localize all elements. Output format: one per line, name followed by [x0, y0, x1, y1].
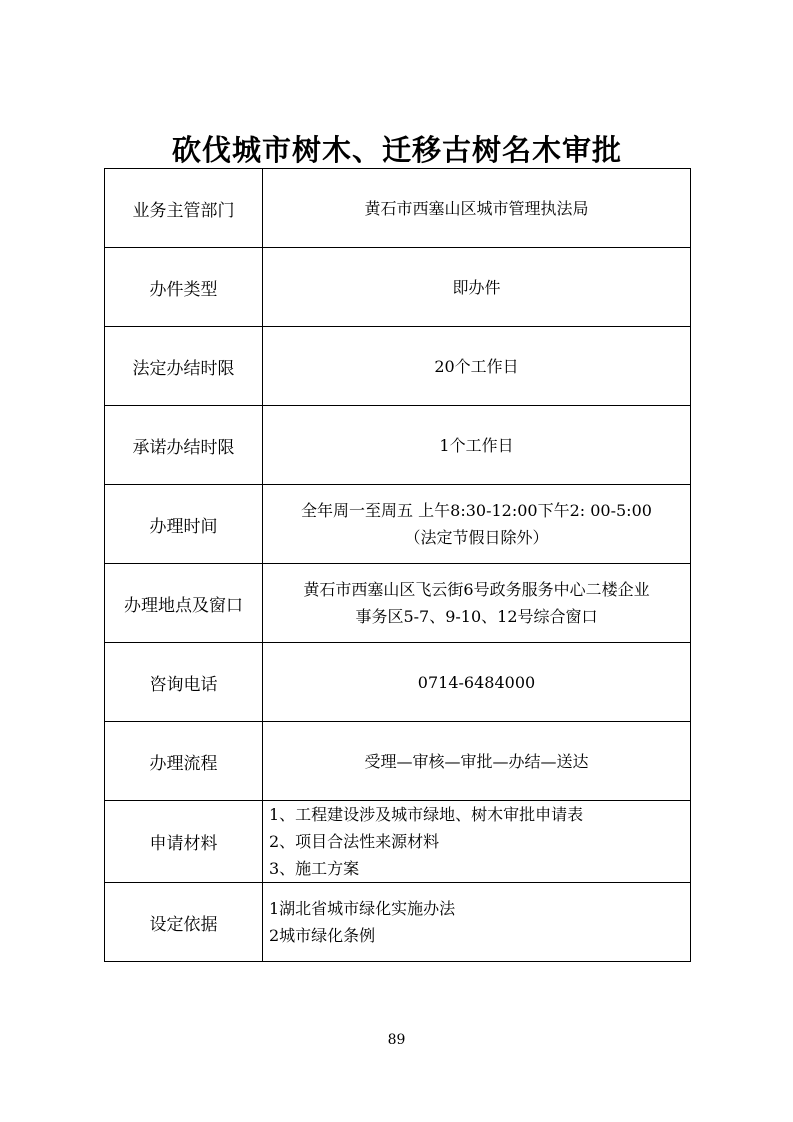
row-label: 办理地点及窗口 — [105, 564, 263, 643]
value-line: （法定节假日除外） — [404, 528, 549, 547]
value-line: 2城市绿化条例 — [269, 926, 376, 945]
table-row — [105, 327, 691, 406]
value-line: 1个工作日 — [439, 435, 514, 455]
document-title: 砍伐城市树木、迁移古树名木审批 — [171, 133, 622, 167]
row-value — [263, 485, 691, 564]
table-row — [105, 883, 691, 962]
value-line: 1湖北省城市绿化实施办法 — [269, 899, 456, 918]
row-label: 办理时间 — [105, 485, 263, 564]
row-label: 法定办结时限 — [105, 327, 263, 406]
row-value — [263, 564, 691, 643]
table-row — [105, 485, 691, 564]
row-label: 办理流程 — [105, 722, 263, 801]
value-line: 20个工作日 — [434, 356, 519, 376]
table-row — [105, 169, 691, 248]
value-line: 黄石市西塞山区飞云街6号政务服务中心二楼企业 — [303, 580, 650, 599]
row-value — [263, 327, 691, 406]
row-value — [263, 406, 691, 485]
row-value — [263, 643, 691, 722]
table-row — [105, 406, 691, 485]
table-row — [105, 248, 691, 327]
value-line: 事务区5-7、9-10、12号综合窗口 — [355, 607, 598, 626]
table-row — [105, 801, 691, 883]
row-label: 咨询电话 — [105, 643, 263, 722]
value-line: 2、项目合法性来源材料 — [269, 832, 440, 851]
row-label: 承诺办结时限 — [105, 406, 263, 485]
value-line: 0714-6484000 — [417, 672, 536, 692]
row-label: 业务主管部门 — [105, 169, 263, 248]
row-label: 申请材料 — [105, 801, 263, 883]
info-table — [104, 168, 691, 962]
value-line: 即办件 — [452, 277, 501, 297]
row-value — [263, 248, 691, 327]
value-line: 黄石市西塞山区城市管理执法局 — [364, 198, 589, 218]
table-row — [105, 722, 691, 801]
value-line: 全年周一至周五 上午8:30-12:00下午2: 00-5:00 — [301, 501, 652, 520]
value-line: 1、工程建设涉及城市绿地、树木审批申请表 — [269, 805, 584, 824]
row-value — [263, 169, 691, 248]
row-label: 设定依据 — [105, 883, 263, 962]
page-number: 89 — [387, 1032, 406, 1048]
table-row — [105, 643, 691, 722]
value-line: 3、施工方案 — [269, 859, 360, 878]
row-value — [263, 883, 691, 962]
row-value — [263, 801, 691, 883]
table-row — [105, 564, 691, 643]
value-line: 受理—审核—审批—办结—送达 — [364, 751, 589, 771]
row-value — [263, 722, 691, 801]
row-label: 办件类型 — [105, 248, 263, 327]
